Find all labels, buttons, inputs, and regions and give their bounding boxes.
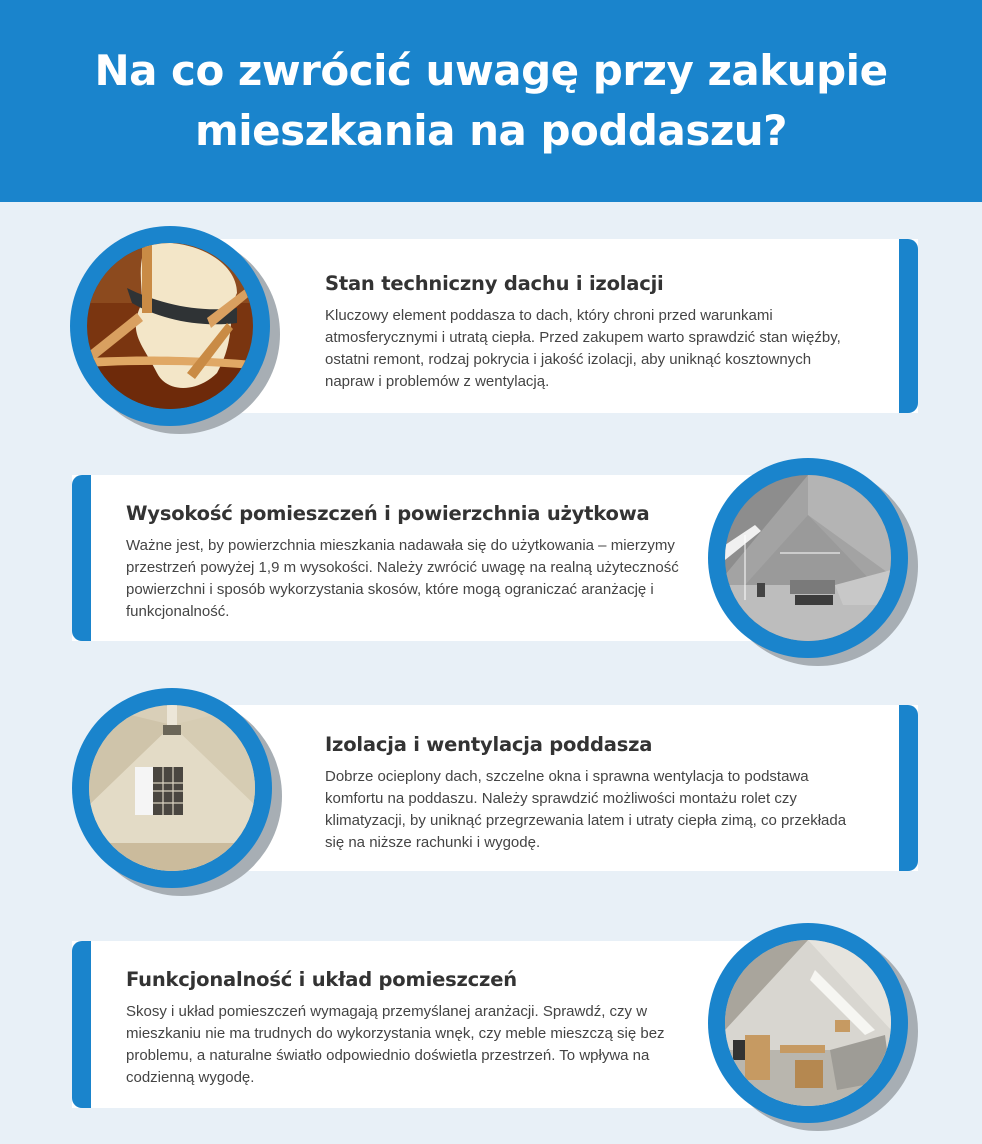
section-title: Stan techniczny dachu i izolacji: [325, 272, 664, 295]
section-image-layout: [708, 923, 908, 1123]
section-image-insulation: [72, 688, 272, 888]
accent-bar: [899, 705, 918, 871]
section-card-insulation: [220, 705, 918, 871]
section-image-height: [708, 458, 908, 658]
accent-bar: [72, 941, 91, 1108]
page-header: [0, 0, 982, 202]
section-text: Ważne jest, by powierzchnia mieszkania nadawała się do użytkowania – mierzymy przestrzeń powyżej 1,9 m wysokości. Należy zwrócić uwagę na realną użyteczność powierzchni i sposób wykorzystania skosów, które mogą ograniczać aranżację i funkcjonalność.: [126, 537, 679, 620]
page-title: Na co zwrócić uwagę przy zakupie mieszkania na poddaszu?: [94, 46, 888, 155]
image-frame: [708, 923, 908, 1123]
section-image-roof: [70, 226, 270, 426]
section-title: Izolacja i wentylacja poddasza: [325, 733, 653, 756]
image-frame: [72, 688, 272, 888]
attic-window-vent-photo: [89, 705, 255, 871]
image-frame: [70, 226, 270, 426]
section-text: Dobrze ocieplony dach, szczelne okna i sprawna wentylacja to podstawa komfortu na poddaszu. Należy sprawdzić możliwości montażu rolet czy klimatyzacji, by uniknąć przegrzewania latem i utraty ciepła zimą, co przekłada się na niższe rachunki i wygodę.: [325, 768, 847, 851]
section-card-layout: [72, 941, 762, 1108]
section-title: Funkcjonalność i układ pomieszczeń: [126, 968, 517, 991]
attic-living-room-photo: [725, 475, 891, 641]
image-frame: [708, 458, 908, 658]
section-card-height: [72, 475, 762, 641]
section-title: Wysokość pomieszczeń i powierzchnia użytkowa: [126, 502, 650, 525]
section-text: Kluczowy element poddasza to dach, który chroni przed warunkami atmosferycznymi i utratą ciepła. Przed zakupem warto sprawdzić stan więźby, ostatni remont, rodzaj pokrycia i jakość izolacji, aby uniknąć kosztownych napraw i problemów z wentylacją.: [325, 307, 841, 390]
accent-bar: [899, 239, 918, 413]
section-card-roof: [220, 239, 918, 413]
furnished-attic-photo: [725, 940, 891, 1106]
accent-bar: [72, 475, 91, 641]
roof-insulation-photo: [87, 243, 253, 409]
section-text: Skosy i układ pomieszczeń wymagają przemyślanej aranżacji. Sprawdź, czy w mieszkaniu nie ma trudnych do wykorzystania wnęk, czy meble mieszczą się bez problemu, a naturalne światło odpowiednio doświetla przestrzeń. To wpływa na codzienną wygodę.: [126, 1003, 665, 1086]
